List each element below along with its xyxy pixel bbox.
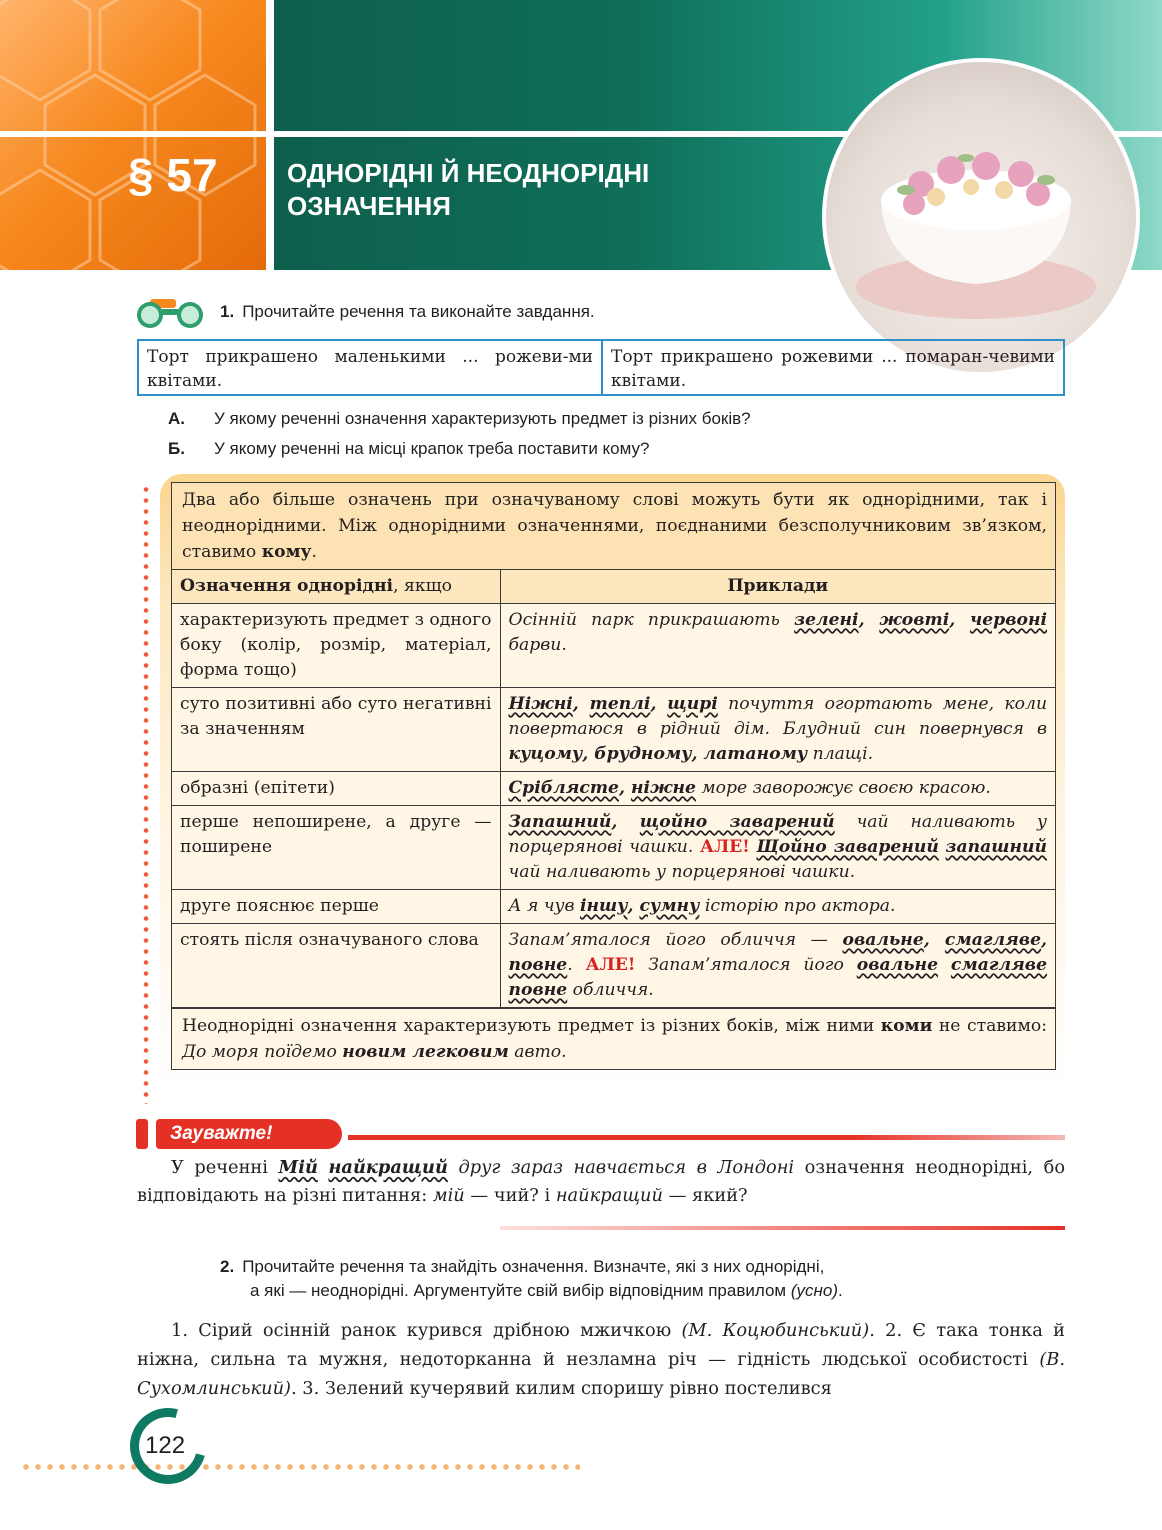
cake-photo <box>822 58 1140 376</box>
note-text <box>137 1154 1065 1210</box>
rule-intro-text: Два або більше означень при означуваному слові можуть бути як однорідними, так і неоднорідними. Між однорідними означеннями, поєднаними безсполучниковим зв’язком, ставимо <box>182 490 1047 562</box>
sentence-text: . 2. Є така тонка й ніжна, сильна та мужня, недоторканна й незламна річ — гідність людської особистості <box>137 1320 1065 1370</box>
question-a <box>168 409 751 429</box>
ex-word: ніжне <box>630 778 696 798</box>
ex-word: Ніжні <box>508 694 573 714</box>
ex-word: смагляве <box>950 955 1047 975</box>
ex-sep: , <box>611 812 640 832</box>
col-header-condition <box>172 570 500 604</box>
question-a-label: А. <box>168 409 185 428</box>
title-line-1: ОДНОРІДНІ Й НЕОДНОРІДНІ <box>287 158 650 188</box>
note-text-q1: — чий? і <box>464 1185 556 1206</box>
note-word: найкращий <box>328 1157 448 1178</box>
table-row <box>172 890 1055 924</box>
ex-text: барви. <box>508 635 567 655</box>
ex-word: запашний <box>945 837 1047 857</box>
example-cell <box>500 806 1055 890</box>
question-b-text: У якому реченні на місці крапок треба поставити кому? <box>214 439 650 458</box>
rule-box <box>171 482 1056 1070</box>
rules-table <box>172 570 1055 1008</box>
ex-text: . <box>567 955 586 975</box>
table-header-row <box>172 570 1055 604</box>
ex-word: теплі <box>589 694 651 714</box>
example-cell <box>500 924 1055 1008</box>
ex-sep: , <box>949 610 970 630</box>
col-header-condition-rest: , якщо <box>393 576 452 596</box>
exercise-1-number: 1. <box>220 302 235 321</box>
ex-word: Запашний <box>508 812 612 832</box>
note-word-italic: мій <box>432 1185 465 1206</box>
ex-sep: , <box>627 896 640 916</box>
sentence-table <box>137 339 1065 396</box>
example-cell <box>500 890 1055 924</box>
condition-cell: суто позитивні або суто негативні за значенням <box>172 688 500 772</box>
note-label: Зауважте! <box>156 1119 342 1149</box>
table-row <box>172 924 1055 1008</box>
rule-intro <box>172 483 1055 570</box>
ex-word: щирі <box>667 694 718 714</box>
exercise-2-line-2: а які — неоднорідні. Аргументуйте свій вибір відповідним правилом <box>250 1281 787 1300</box>
exercise-1-instruction <box>220 302 595 322</box>
ex-word: жовті <box>879 610 950 630</box>
ex-word: овальне <box>842 930 924 950</box>
sentence-left: Торт прикрашено маленькими ... рожеви-ми квітами. <box>147 347 593 391</box>
ex-sep <box>938 955 951 975</box>
rule-intro-bold: кому <box>261 542 312 562</box>
note-word: Мій <box>278 1157 318 1178</box>
exercise-2-italic: (усно) <box>790 1281 838 1300</box>
author-attribution: (М. Коцюбинський) <box>681 1320 870 1341</box>
ex-word: щойно заварений <box>639 812 835 832</box>
ex-text: чай наливають у порцерянові чашки. <box>508 812 1047 857</box>
example-cell <box>500 772 1055 806</box>
ex-sep: , <box>572 694 590 714</box>
question-a-text: У якому реченні означення характеризують предмет із різних боків? <box>214 409 751 428</box>
note-text-mid: означення неоднорідні, бо відповідають на різні питання: <box>137 1157 1066 1206</box>
ale-marker: АЛЕ! <box>699 837 750 857</box>
ex-word: повне <box>508 980 568 1000</box>
rule-outro-text: Неоднорідні означення характеризують предмет із різних боків, між ними <box>182 1016 881 1036</box>
binoculars-icon <box>132 295 208 329</box>
ex-text: море заворожує своєю красою. <box>695 778 991 798</box>
ex-word: смагляве <box>944 930 1042 950</box>
ex-sep: , <box>1041 930 1047 950</box>
note-text-pre: У реченні <box>171 1157 279 1178</box>
page-title <box>287 157 787 223</box>
exercise-2-line-1: Прочитайте речення та знайдіть означення. Визначте, які з них однорідні, <box>242 1257 825 1276</box>
ex-word: Сріблясте <box>508 778 619 798</box>
rule-outro-example-bold: новим легковим <box>342 1042 509 1062</box>
ex-text: обличчя. <box>567 980 654 1000</box>
exercise-1-text: Прочитайте речення та виконайте завдання. <box>242 302 595 321</box>
question-b <box>168 439 649 459</box>
sentence-text: 1. Сірий осінній ранок курився дрібною мжичкою <box>171 1320 682 1341</box>
ex-text: А я чув <box>508 896 580 916</box>
paragraph-number: § 57 <box>128 149 218 201</box>
rule-outro-mid: не ставимо: <box>932 1016 1048 1036</box>
author-attribution: (В. Сухомлинський) <box>137 1349 1065 1399</box>
table-row <box>172 688 1055 772</box>
ex-sep: , <box>923 930 945 950</box>
sentence-right: Торт прикрашено рожевими ... помаран-чевими квітами. <box>601 341 1063 394</box>
ex-word: Щойно заварений <box>756 837 939 857</box>
ex-text: історію про актора. <box>699 896 896 916</box>
exercise-2-instruction <box>220 1255 1040 1303</box>
rule-intro-end: . <box>311 542 317 562</box>
ex-text: Запам’яталося його обличчя — <box>508 930 843 950</box>
ex-text: почуття огортають мене, коли повертаюся в рідний дім. Блудний син повернувся в <box>508 694 1048 739</box>
title-line-2: ОЗНАЧЕННЯ <box>287 191 451 221</box>
ex-sep: , <box>619 778 631 798</box>
page-number: 122 <box>145 1432 186 1459</box>
col-header-examples: Приклади <box>500 570 1055 604</box>
ex-text: Осінній парк прикрашають <box>508 610 795 630</box>
ex-sep <box>939 837 946 857</box>
exercise-2-end: . <box>838 1281 843 1300</box>
example-cell <box>500 604 1055 688</box>
rule-outro-bold: коми <box>880 1016 933 1036</box>
ex-word: зелені <box>794 610 859 630</box>
exercise-2-sentences <box>137 1316 1065 1403</box>
footer-dots <box>20 1463 580 1471</box>
ex-text: плащі. <box>807 744 874 764</box>
condition-cell: характеризують предмет з одного боку (колір, розмір, матеріал, форма тощо) <box>172 604 500 688</box>
note-example: друг зараз навчається в Лондоні <box>447 1157 795 1178</box>
question-b-label: Б. <box>168 439 185 458</box>
chapter-banner <box>0 0 1162 270</box>
table-row <box>172 806 1055 890</box>
note-word-italic: найкращий <box>555 1185 663 1206</box>
sentence-text: . 3. Зелений кучерявий килим споришу рівно постелився <box>290 1378 832 1399</box>
note-accent <box>136 1119 148 1149</box>
note-divider <box>348 1135 1065 1140</box>
ex-text: Запам’яталося його <box>635 955 857 975</box>
ex-word: іншу <box>579 896 628 916</box>
ex-word: червоні <box>969 610 1048 630</box>
rule-outro-example-end: авто. <box>508 1042 567 1062</box>
table-row <box>172 772 1055 806</box>
exercise-2-number: 2. <box>220 1257 235 1276</box>
ex-word: овальне <box>856 955 939 975</box>
note-bottom-divider <box>500 1226 1065 1230</box>
ex-sep: , <box>650 694 668 714</box>
condition-cell: стоять після означуваного слова <box>172 924 500 1008</box>
condition-cell: перше непоширене, а друге — поширене <box>172 806 500 890</box>
condition-cell: образні (епітети) <box>172 772 500 806</box>
condition-cell: друге пояснює перше <box>172 890 500 924</box>
ex-sep: , <box>858 610 880 630</box>
example-cell <box>500 688 1055 772</box>
col-header-condition-bold: Означення однорідні <box>180 576 394 596</box>
cake-icon <box>826 62 1136 372</box>
note-text-q2: — який? <box>662 1185 748 1206</box>
ex-text: чай наливають у порцерянові чашки. <box>508 862 856 882</box>
dotted-margin <box>143 484 149 1104</box>
ex-bold: куцому, брудному, латаному <box>508 744 808 764</box>
ex-word: повне <box>508 955 568 975</box>
rule-outro <box>172 1008 1055 1069</box>
table-row <box>172 604 1055 688</box>
ex-word: сумну <box>639 896 700 916</box>
rule-outro-example: До моря поїдемо <box>182 1042 343 1062</box>
ale-marker: АЛЕ! <box>585 955 636 975</box>
